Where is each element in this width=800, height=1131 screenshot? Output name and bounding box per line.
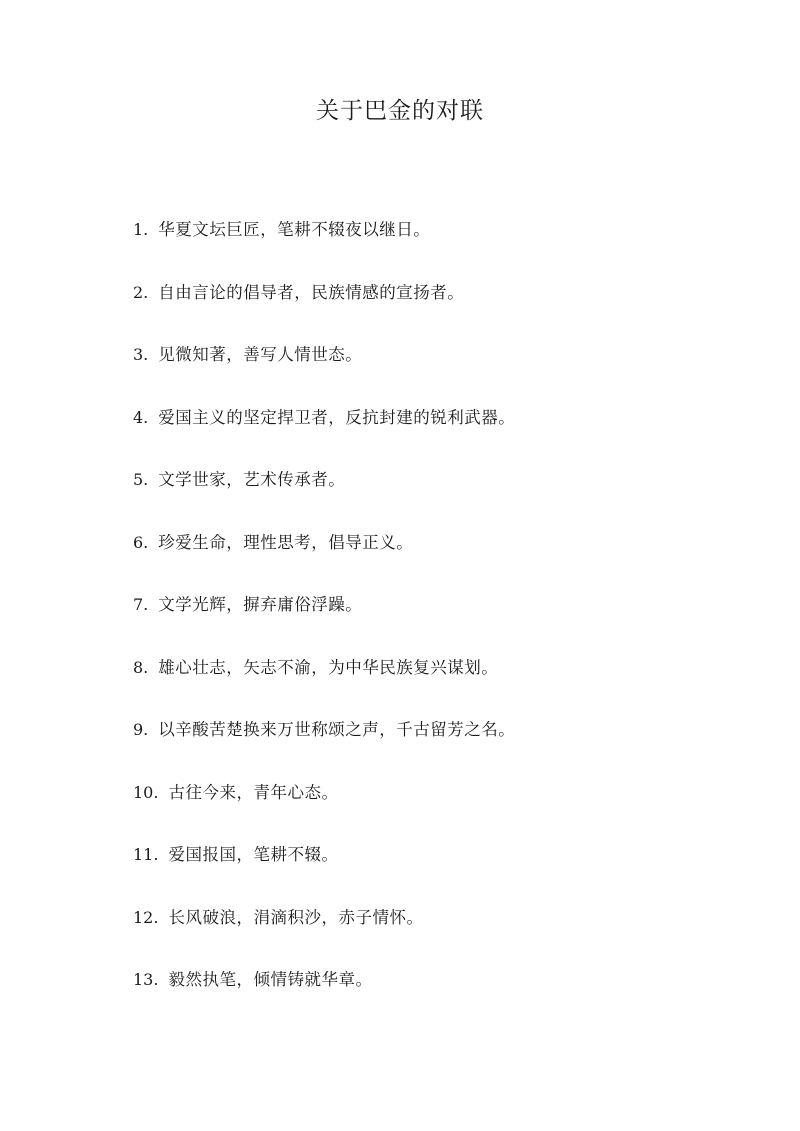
list-item xyxy=(133,465,753,528)
item-text: 爱国主义的坚定捍卫者，反抗封建的锐利武器。 xyxy=(158,407,516,427)
list-item xyxy=(133,340,753,403)
item-text: 文学世家，艺术传承者。 xyxy=(158,470,346,489)
list-item xyxy=(133,840,753,903)
couplet-list xyxy=(133,215,753,1028)
list-item xyxy=(133,653,753,716)
list-item xyxy=(133,403,753,466)
item-text: 古往今来，青年心态。 xyxy=(168,782,339,802)
document-title: 关于巴金的对联 xyxy=(316,98,484,124)
item-number: 5. xyxy=(133,470,149,489)
item-number: 6. xyxy=(133,532,149,552)
item-number: 11. xyxy=(133,845,159,864)
list-item xyxy=(133,903,753,966)
list-item xyxy=(133,528,753,591)
item-text: 见微知著，善写人情世态。 xyxy=(158,345,363,364)
item-number: 3. xyxy=(133,345,149,364)
list-item xyxy=(133,965,753,1028)
item-text: 文学光辉，摒弃庸俗浮躁。 xyxy=(158,595,363,614)
item-text: 以辛酸苦楚换来万世称颂之声，千古留芳之名。 xyxy=(158,720,516,739)
list-item xyxy=(133,278,753,341)
item-text: 华夏文坛巨匠，笔耕不辍夜以继日。 xyxy=(158,220,431,239)
item-text: 自由言论的倡导者，民族情感的宣扬者。 xyxy=(158,282,465,302)
item-text: 长风破浪，涓滴积沙，赤子情怀。 xyxy=(168,907,424,927)
item-number: 9. xyxy=(133,720,149,739)
list-item xyxy=(133,715,753,778)
item-number: 12. xyxy=(133,907,159,927)
item-number: 2. xyxy=(133,282,149,302)
item-text: 珍爱生命，理性思考，倡导正义。 xyxy=(158,532,414,552)
item-text: 毅然执笔，倾情铸就华章。 xyxy=(168,970,373,989)
list-item xyxy=(133,590,753,653)
item-number: 13. xyxy=(133,970,159,989)
list-item xyxy=(133,215,753,278)
item-text: 爱国报国，笔耕不辍。 xyxy=(168,845,339,864)
item-text: 雄心壮志，矢志不渝，为中华民族复兴谋划。 xyxy=(158,657,499,677)
item-number: 7. xyxy=(133,595,149,614)
item-number: 8. xyxy=(133,657,149,677)
item-number: 1. xyxy=(133,220,149,239)
item-number: 4. xyxy=(133,407,149,427)
list-item xyxy=(133,778,753,841)
item-number: 10. xyxy=(133,782,159,802)
